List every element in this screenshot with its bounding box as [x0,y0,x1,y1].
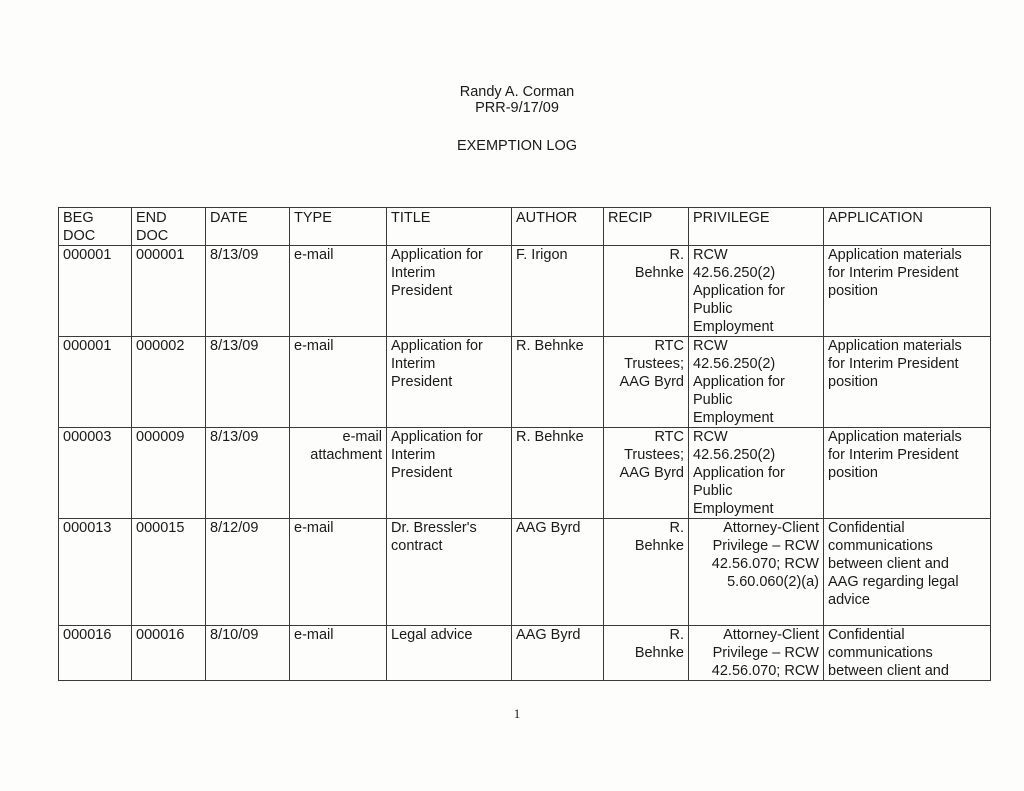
cell-application: Confidential communications between client and [824,626,991,681]
document-header [0,84,1024,154]
cell-application: Application materials for Interim President position [824,428,991,519]
cell-title: Dr. Bressler's contract [387,519,512,626]
document-title: EXEMPTION LOG [456,138,578,154]
cell-recip: R. Behnke [604,519,689,626]
cell-beg-doc: 000001 [59,246,132,337]
cell-author: AAG Byrd [512,626,604,681]
cell-type: e-mail [290,337,387,428]
exemption-log-table [58,207,991,681]
request-reference: PRR-9/17/09 [475,100,559,116]
cell-privilege: RCW 42.56.250(2) Application for Public Employment [689,337,824,428]
cell-application: Application materials for Interim President position [824,246,991,337]
cell-recip: RTC Trustees; AAG Byrd [604,337,689,428]
cell-end-doc: 000002 [132,337,206,428]
col-header-beg-doc: BEG DOC [59,208,132,246]
cell-recip: R. Behnke [604,246,689,337]
cell-author: AAG Byrd [512,519,604,626]
cell-type: e-mail [290,626,387,681]
cell-date: 8/10/09 [206,626,290,681]
cell-beg-doc: 000001 [59,337,132,428]
cell-type: e-mail [290,519,387,626]
col-header-recip: RECIP [604,208,689,246]
col-header-author: AUTHOR [512,208,604,246]
table-row [59,626,991,681]
cell-recip: R. Behnke [604,626,689,681]
cell-date: 8/13/09 [206,337,290,428]
cell-application: Application materials for Interim President position [824,337,991,428]
cell-type: e-mail [290,246,387,337]
cell-date: 8/12/09 [206,519,290,626]
cell-title: Application for Interim President [387,428,512,519]
cell-privilege: RCW 42.56.250(2) Application for Public Employment [689,246,824,337]
cell-privilege: Attorney-Client Privilege – RCW 42.56.070; RCW [689,626,824,681]
author-name: Randy A. Corman [459,84,575,100]
cell-beg-doc: 000013 [59,519,132,626]
col-header-type: TYPE [290,208,387,246]
table-row [59,337,991,428]
col-header-privilege: PRIVILEGE [689,208,824,246]
cell-end-doc: 000016 [132,626,206,681]
cell-title: Application for Interim President [387,246,512,337]
cell-privilege: Attorney-Client Privilege – RCW 42.56.070; RCW 5.60.060(2)(a) [689,519,824,626]
table-row [59,246,991,337]
cell-privilege: RCW 42.56.250(2) Application for Public Employment [689,428,824,519]
cell-beg-doc: 000003 [59,428,132,519]
cell-end-doc: 000001 [132,246,206,337]
table-row [59,519,991,626]
cell-end-doc: 000015 [132,519,206,626]
cell-author: F. Irigon [512,246,604,337]
cell-title: Legal advice [387,626,512,681]
page-number: 1 [513,706,521,721]
table-row [59,428,991,519]
table-header-row [59,208,991,246]
cell-date: 8/13/09 [206,246,290,337]
col-header-date: DATE [206,208,290,246]
cell-author: R. Behnke [512,337,604,428]
col-header-application: APPLICATION [824,208,991,246]
cell-type: e-mail attachment [290,428,387,519]
col-header-end-doc: END DOC [132,208,206,246]
cell-recip: RTC Trustees; AAG Byrd [604,428,689,519]
cell-end-doc: 000009 [132,428,206,519]
cell-title: Application for Interim President [387,337,512,428]
col-header-title: TITLE [387,208,512,246]
cell-application: Confidential communications between client and AAG regarding legal advice [824,519,991,626]
cell-author: R. Behnke [512,428,604,519]
cell-date: 8/13/09 [206,428,290,519]
cell-beg-doc: 000016 [59,626,132,681]
